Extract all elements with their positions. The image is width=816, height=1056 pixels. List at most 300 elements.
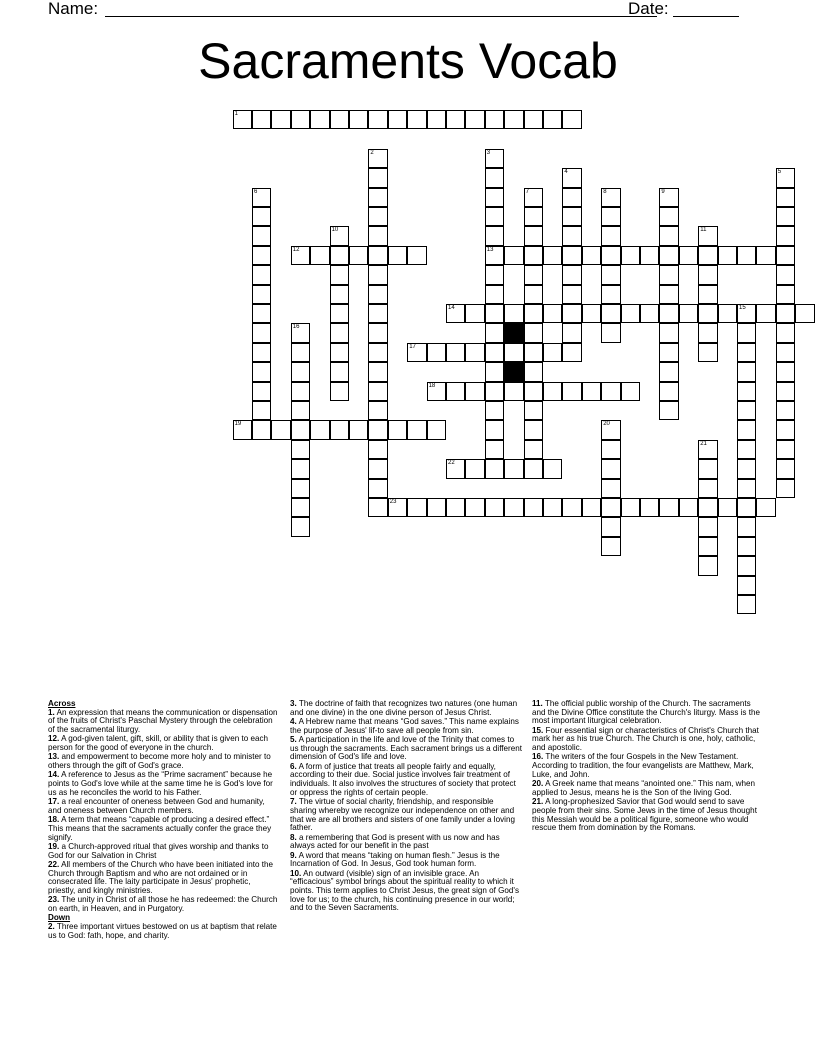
- grid-cell[interactable]: [562, 168, 581, 187]
- grid-cell[interactable]: [601, 498, 620, 517]
- grid-cell[interactable]: [330, 420, 349, 439]
- grid-cell[interactable]: [737, 343, 756, 362]
- grid-cell[interactable]: [659, 343, 678, 362]
- grid-cell[interactable]: [252, 188, 271, 207]
- grid-cell[interactable]: [407, 343, 426, 362]
- clue-text: A long-prophesized Savior that God would send to save people from their sins. Some Jews in the time of Jesus thought this Messiah would be a political figure, someone who would rescue them from domination by the Romans.: [532, 797, 757, 833]
- grid-cell[interactable]: [698, 246, 717, 265]
- grid-cell[interactable]: [562, 226, 581, 245]
- grid-cell[interactable]: [659, 362, 678, 381]
- grid-cell[interactable]: [659, 323, 678, 342]
- grid-cell[interactable]: [368, 459, 387, 478]
- grid-cell[interactable]: [659, 401, 678, 420]
- grid-cell[interactable]: [698, 440, 717, 459]
- grid-cell[interactable]: [427, 110, 446, 129]
- grid-cell[interactable]: [291, 323, 310, 342]
- name-label: Name:: [48, 0, 99, 18]
- grid-cell[interactable]: [562, 246, 581, 265]
- grid-cell[interactable]: [330, 382, 349, 401]
- grid-cell[interactable]: [543, 382, 562, 401]
- grid-cell[interactable]: [388, 246, 407, 265]
- grid-cell[interactable]: [601, 304, 620, 323]
- clue-text: Four essential sign or characteristics of Christ's Church that mark her as his true Church. The Church is one, holy, catholic, and apostolic.: [532, 725, 759, 753]
- grid-cell[interactable]: [291, 459, 310, 478]
- grid-cell[interactable]: [368, 498, 387, 517]
- grid-cell[interactable]: [291, 362, 310, 381]
- grid-cell[interactable]: [465, 343, 484, 362]
- grid-cell[interactable]: [601, 459, 620, 478]
- grid-cell[interactable]: [640, 304, 659, 323]
- grid-cell[interactable]: [601, 323, 620, 342]
- grid-cell[interactable]: [291, 498, 310, 517]
- grid-cell[interactable]: [291, 343, 310, 362]
- grid-cell[interactable]: [446, 304, 465, 323]
- grid-cell[interactable]: [776, 285, 795, 304]
- grid-cell[interactable]: [679, 304, 698, 323]
- grid-cell[interactable]: [737, 246, 756, 265]
- grid-cell[interactable]: [659, 226, 678, 245]
- grid-cell[interactable]: [756, 304, 775, 323]
- clue-text: A word that means “taking on human flesh.” Jesus is the Incarnation of God. In Jesus, God took human form.: [290, 850, 500, 869]
- grid-cell[interactable]: [368, 362, 387, 381]
- grid-cell[interactable]: [524, 401, 543, 420]
- grid-cell[interactable]: [562, 110, 581, 129]
- grid-cell[interactable]: [330, 304, 349, 323]
- grid-cell[interactable]: [737, 537, 756, 556]
- grid-cell[interactable]: [776, 440, 795, 459]
- grid-cell[interactable]: [640, 498, 659, 517]
- grid-cell[interactable]: [776, 226, 795, 245]
- grid-cell[interactable]: [698, 265, 717, 284]
- grid-cell[interactable]: [504, 459, 523, 478]
- grid-cell[interactable]: [776, 401, 795, 420]
- grid-cell[interactable]: [465, 459, 484, 478]
- grid-cell[interactable]: [485, 188, 504, 207]
- grid-cell[interactable]: [368, 207, 387, 226]
- grid-cell[interactable]: [485, 420, 504, 439]
- grid-cell[interactable]: [330, 246, 349, 265]
- grid-cell[interactable]: [543, 304, 562, 323]
- grid-cell[interactable]: [368, 246, 387, 265]
- grid-cell[interactable]: [601, 382, 620, 401]
- grid-cell[interactable]: [524, 440, 543, 459]
- grid-cell[interactable]: [485, 285, 504, 304]
- grid-cell[interactable]: [291, 517, 310, 536]
- clue-number: 13.: [48, 752, 60, 762]
- clue-item: [532, 798, 764, 833]
- grid-cell[interactable]: [465, 110, 484, 129]
- clue-number: 7.: [290, 797, 297, 807]
- black-cell: [504, 362, 523, 381]
- grid-cell[interactable]: [718, 246, 737, 265]
- clue-item: [532, 780, 764, 797]
- grid-cell[interactable]: [330, 226, 349, 245]
- grid-cell[interactable]: [562, 343, 581, 362]
- grid-cell[interactable]: [562, 323, 581, 342]
- grid-cell[interactable]: [524, 304, 543, 323]
- grid-cell[interactable]: [582, 246, 601, 265]
- clue-number: 4.: [290, 717, 297, 726]
- grid-cell[interactable]: [737, 420, 756, 439]
- grid-cell[interactable]: [524, 285, 543, 304]
- grid-cell[interactable]: [562, 498, 581, 517]
- clue-number: 6.: [290, 761, 297, 771]
- grid-cell[interactable]: [330, 362, 349, 381]
- grid-cell[interactable]: [679, 498, 698, 517]
- grid-cell[interactable]: [601, 207, 620, 226]
- grid-cell[interactable]: [291, 420, 310, 439]
- clue-number: 18.: [48, 815, 60, 825]
- grid-cell[interactable]: [330, 265, 349, 284]
- grid-cell[interactable]: [756, 246, 775, 265]
- grid-cell[interactable]: [252, 246, 271, 265]
- clue-number: 5.: [290, 735, 297, 744]
- grid-cell[interactable]: [310, 420, 329, 439]
- grid-cell[interactable]: [368, 479, 387, 498]
- grid-cell[interactable]: [504, 246, 523, 265]
- grid-cell[interactable]: [485, 246, 504, 265]
- grid-cell[interactable]: [388, 110, 407, 129]
- grid-cell[interactable]: [485, 110, 504, 129]
- grid-cell[interactable]: [349, 110, 368, 129]
- grid-cell[interactable]: [485, 304, 504, 323]
- grid-cell[interactable]: [737, 479, 756, 498]
- clue-number: 16.: [532, 752, 544, 762]
- grid-cell[interactable]: [504, 343, 523, 362]
- grid-cell[interactable]: [659, 382, 678, 401]
- grid-cell[interactable]: [368, 323, 387, 342]
- grid-cell[interactable]: [368, 440, 387, 459]
- grid-cell[interactable]: [349, 420, 368, 439]
- grid-cell[interactable]: [504, 110, 523, 129]
- grid-cell[interactable]: [252, 401, 271, 420]
- grid-cell[interactable]: [485, 498, 504, 517]
- grid-cell[interactable]: [698, 537, 717, 556]
- grid-cell[interactable]: [446, 343, 465, 362]
- clue-number: 21: [700, 440, 707, 447]
- grid-cell[interactable]: [485, 362, 504, 381]
- clue-item: [290, 736, 522, 762]
- grid-cell[interactable]: [524, 382, 543, 401]
- clue-number: 20.: [532, 779, 544, 789]
- grid-cell[interactable]: [621, 304, 640, 323]
- grid-cell[interactable]: [737, 382, 756, 401]
- grid-cell[interactable]: [737, 517, 756, 536]
- grid-cell[interactable]: [543, 498, 562, 517]
- grid-cell[interactable]: [446, 382, 465, 401]
- grid-cell[interactable]: [485, 265, 504, 284]
- grid-cell[interactable]: [562, 304, 581, 323]
- grid-cell[interactable]: [698, 285, 717, 304]
- grid-cell[interactable]: [252, 265, 271, 284]
- grid-cell[interactable]: [776, 459, 795, 478]
- grid-cell[interactable]: [524, 246, 543, 265]
- grid-cell[interactable]: [737, 576, 756, 595]
- grid-cell[interactable]: [368, 285, 387, 304]
- grid-cell[interactable]: [524, 498, 543, 517]
- grid-cell[interactable]: [737, 556, 756, 575]
- grid-cell[interactable]: [524, 459, 543, 478]
- grid-cell[interactable]: [776, 382, 795, 401]
- grid-cell[interactable]: [485, 459, 504, 478]
- grid-cell[interactable]: [737, 362, 756, 381]
- clue-item: [48, 735, 280, 752]
- grid-cell[interactable]: [659, 498, 678, 517]
- grid-cell[interactable]: [698, 556, 717, 575]
- grid-cell[interactable]: [310, 110, 329, 129]
- grid-cell[interactable]: [601, 246, 620, 265]
- grid-cell[interactable]: [737, 323, 756, 342]
- grid-cell[interactable]: [698, 517, 717, 536]
- grid-cell[interactable]: [621, 382, 640, 401]
- grid-cell[interactable]: [427, 343, 446, 362]
- grid-cell[interactable]: [407, 420, 426, 439]
- grid-cell[interactable]: [252, 226, 271, 245]
- grid-cell[interactable]: [601, 285, 620, 304]
- grid-cell[interactable]: [659, 265, 678, 284]
- grid-cell[interactable]: [718, 304, 737, 323]
- grid-cell[interactable]: [368, 226, 387, 245]
- grid-cell[interactable]: [485, 343, 504, 362]
- clue-item: [532, 700, 764, 726]
- grid-cell[interactable]: [465, 304, 484, 323]
- clue-item: [290, 798, 522, 833]
- grid-cell[interactable]: [252, 362, 271, 381]
- grid-cell[interactable]: [252, 207, 271, 226]
- clue-item: [48, 896, 280, 913]
- grid-cell[interactable]: [368, 188, 387, 207]
- grid-cell[interactable]: [698, 498, 717, 517]
- grid-cell[interactable]: [524, 226, 543, 245]
- grid-cell[interactable]: [776, 207, 795, 226]
- grid-cell[interactable]: [368, 401, 387, 420]
- grid-cell[interactable]: [388, 498, 407, 517]
- grid-cell[interactable]: [582, 304, 601, 323]
- clue-item: [290, 700, 522, 717]
- grid-cell[interactable]: [524, 323, 543, 342]
- grid-cell[interactable]: [368, 149, 387, 168]
- grid-cell[interactable]: [543, 246, 562, 265]
- grid-cell[interactable]: [310, 246, 329, 265]
- grid-cell[interactable]: [252, 382, 271, 401]
- grid-cell[interactable]: [465, 498, 484, 517]
- grid-cell[interactable]: [776, 323, 795, 342]
- clue-item: [48, 861, 280, 896]
- clue-number: 2.: [48, 921, 55, 931]
- grid-cell[interactable]: [776, 246, 795, 265]
- clue-text: A Hebrew name that means “God saves.” This name explains the purpose of Jesus' lif-to save all people from sin.: [290, 717, 519, 735]
- grid-cell[interactable]: [271, 420, 290, 439]
- grid-cell[interactable]: [776, 265, 795, 284]
- grid-cell[interactable]: [698, 226, 717, 245]
- clue-text: An expression that means the communication or dispensation of the fruits of Christ's Paschal Mystery through the celebration of the sacramental liturgy.: [48, 707, 278, 735]
- clue-text: A participation in the life and love of the Trinity that comes to us through the sacraments. Each sacrament brings us a different dimension of God's life and love.: [290, 735, 522, 762]
- grid-cell[interactable]: [524, 265, 543, 284]
- clue-text: All members of the Church who have been initiated into the Church through Baptism and who are not ordained or in consecrated life. The laity participate in Jesus' prophetic, priestly, and kingly ministries.: [48, 859, 273, 895]
- grid-cell[interactable]: [601, 420, 620, 439]
- grid-cell[interactable]: [446, 459, 465, 478]
- grid-cell[interactable]: [427, 382, 446, 401]
- grid-cell[interactable]: [562, 382, 581, 401]
- grid-cell[interactable]: [601, 188, 620, 207]
- grid-cell[interactable]: [601, 226, 620, 245]
- grid-cell[interactable]: [776, 479, 795, 498]
- grid-cell[interactable]: [737, 304, 756, 323]
- grid-cell[interactable]: [524, 188, 543, 207]
- grid-cell[interactable]: [698, 479, 717, 498]
- clue-number: 8.: [290, 832, 297, 842]
- grid-cell[interactable]: [737, 498, 756, 517]
- grid-cell[interactable]: [524, 343, 543, 362]
- grid-cell[interactable]: [368, 343, 387, 362]
- grid-cell[interactable]: [485, 323, 504, 342]
- clue-number: 8: [603, 188, 607, 195]
- grid-cell[interactable]: [737, 595, 756, 614]
- grid-cell[interactable]: [330, 285, 349, 304]
- grid-cell[interactable]: [252, 285, 271, 304]
- grid-cell[interactable]: [485, 401, 504, 420]
- grid-cell[interactable]: [659, 207, 678, 226]
- grid-cell[interactable]: [659, 285, 678, 304]
- grid-cell[interactable]: [291, 110, 310, 129]
- grid-cell[interactable]: [407, 110, 426, 129]
- clue-number: 23.: [48, 895, 60, 905]
- grid-cell[interactable]: [601, 517, 620, 536]
- grid-cell[interactable]: [562, 265, 581, 284]
- clue-number: 23: [389, 499, 397, 505]
- grid-cell[interactable]: [640, 246, 659, 265]
- grid-cell[interactable]: [524, 110, 543, 129]
- grid-cell[interactable]: [737, 401, 756, 420]
- grid-cell[interactable]: [776, 420, 795, 439]
- clue-text: The unity in Christ of all those he has redeemed: the Church on earth, in Heaven, and in Purgatory.: [48, 895, 278, 913]
- grid-cell[interactable]: [601, 479, 620, 498]
- grid-cell[interactable]: [368, 265, 387, 284]
- grid-cell[interactable]: [368, 168, 387, 187]
- clue-text: Three important virtues bestowed on us at baptism that relate us to God: fath, hope, and charity.: [48, 921, 277, 940]
- grid-cell[interactable]: [776, 343, 795, 362]
- grid-cell[interactable]: [718, 498, 737, 517]
- grid-cell[interactable]: [562, 188, 581, 207]
- grid-cell[interactable]: [233, 420, 252, 439]
- grid-cell[interactable]: [485, 168, 504, 187]
- grid-cell[interactable]: [291, 479, 310, 498]
- grid-cell[interactable]: [737, 440, 756, 459]
- grid-cell[interactable]: [504, 382, 523, 401]
- grid-cell[interactable]: [291, 401, 310, 420]
- grid-cell[interactable]: [330, 323, 349, 342]
- grid-cell[interactable]: [621, 498, 640, 517]
- page-title: Sacraments Vocab: [198, 33, 618, 89]
- grid-cell[interactable]: [368, 110, 387, 129]
- grid-cell[interactable]: [601, 440, 620, 459]
- grid-cell[interactable]: [756, 498, 775, 517]
- grid-cell[interactable]: [776, 168, 795, 187]
- grid-cell[interactable]: [368, 382, 387, 401]
- grid-cell[interactable]: [698, 323, 717, 342]
- grid-cell[interactable]: [446, 110, 465, 129]
- grid-cell[interactable]: [291, 440, 310, 459]
- clue-number: 20: [603, 421, 610, 428]
- grid-cell[interactable]: [698, 304, 717, 323]
- grid-cell[interactable]: [543, 343, 562, 362]
- grid-cell[interactable]: [524, 207, 543, 226]
- grid-cell[interactable]: [795, 304, 814, 323]
- grid-cell[interactable]: [388, 420, 407, 439]
- grid-cell[interactable]: [524, 362, 543, 381]
- grid-cell[interactable]: [601, 537, 620, 556]
- grid-cell[interactable]: [485, 226, 504, 245]
- grid-cell[interactable]: [368, 304, 387, 323]
- grid-cell[interactable]: [446, 498, 465, 517]
- grid-cell[interactable]: [698, 343, 717, 362]
- grid-cell[interactable]: [427, 420, 446, 439]
- grid-cell[interactable]: [776, 304, 795, 323]
- grid-cell[interactable]: [659, 188, 678, 207]
- grid-cell[interactable]: [776, 188, 795, 207]
- grid-cell[interactable]: [291, 382, 310, 401]
- clue-number: 6: [254, 188, 258, 195]
- grid-cell[interactable]: [679, 246, 698, 265]
- grid-cell[interactable]: [737, 459, 756, 478]
- clue-text: A god-given talent, gift, skill, or ability that is given to each person for the good of everyone in the church.: [48, 734, 269, 753]
- grid-cell[interactable]: [543, 110, 562, 129]
- grid-cell[interactable]: [252, 343, 271, 362]
- grid-cell[interactable]: [368, 420, 387, 439]
- grid-cell[interactable]: [407, 246, 426, 265]
- clue-number: 10.: [290, 868, 302, 878]
- grid-cell[interactable]: [271, 110, 290, 129]
- clue-item: [48, 843, 280, 860]
- clue-text: and empowerment to become more holy and to minister to others through the gift of God's grace.: [48, 752, 271, 771]
- grid-cell[interactable]: [330, 110, 349, 129]
- grid-cell[interactable]: [582, 382, 601, 401]
- grid-cell[interactable]: [582, 498, 601, 517]
- grid-cell[interactable]: [504, 498, 523, 517]
- grid-cell[interactable]: [659, 246, 678, 265]
- grid-cell[interactable]: [485, 382, 504, 401]
- grid-cell[interactable]: [291, 246, 310, 265]
- grid-cell[interactable]: [524, 420, 543, 439]
- grid-cell[interactable]: [485, 207, 504, 226]
- grid-cell[interactable]: [698, 459, 717, 478]
- grid-cell[interactable]: [252, 110, 271, 129]
- grid-cell[interactable]: [543, 459, 562, 478]
- grid-cell[interactable]: [776, 362, 795, 381]
- grid-cell[interactable]: [233, 110, 252, 129]
- clue-item: [48, 771, 280, 797]
- grid-cell[interactable]: [562, 207, 581, 226]
- grid-cell[interactable]: [601, 265, 620, 284]
- grid-cell[interactable]: [659, 304, 678, 323]
- grid-cell[interactable]: [485, 149, 504, 168]
- grid-cell[interactable]: [465, 382, 484, 401]
- grid-cell[interactable]: [621, 246, 640, 265]
- grid-cell[interactable]: [252, 420, 271, 439]
- grid-cell[interactable]: [504, 304, 523, 323]
- clue-item: [532, 753, 764, 779]
- grid-cell[interactable]: [252, 304, 271, 323]
- grid-cell[interactable]: [485, 440, 504, 459]
- clue-text: A reference to Jesus as the “Prime sacrament” because he points to God's love while at the same time he is God's love for us as he reconciles the world to his Father.: [48, 770, 273, 797]
- grid-cell[interactable]: [407, 498, 426, 517]
- grid-cell[interactable]: [330, 343, 349, 362]
- clue-list: [48, 700, 768, 950]
- grid-cell[interactable]: [427, 498, 446, 517]
- grid-cell[interactable]: [252, 323, 271, 342]
- grid-cell[interactable]: [349, 246, 368, 265]
- grid-cell[interactable]: [562, 285, 581, 304]
